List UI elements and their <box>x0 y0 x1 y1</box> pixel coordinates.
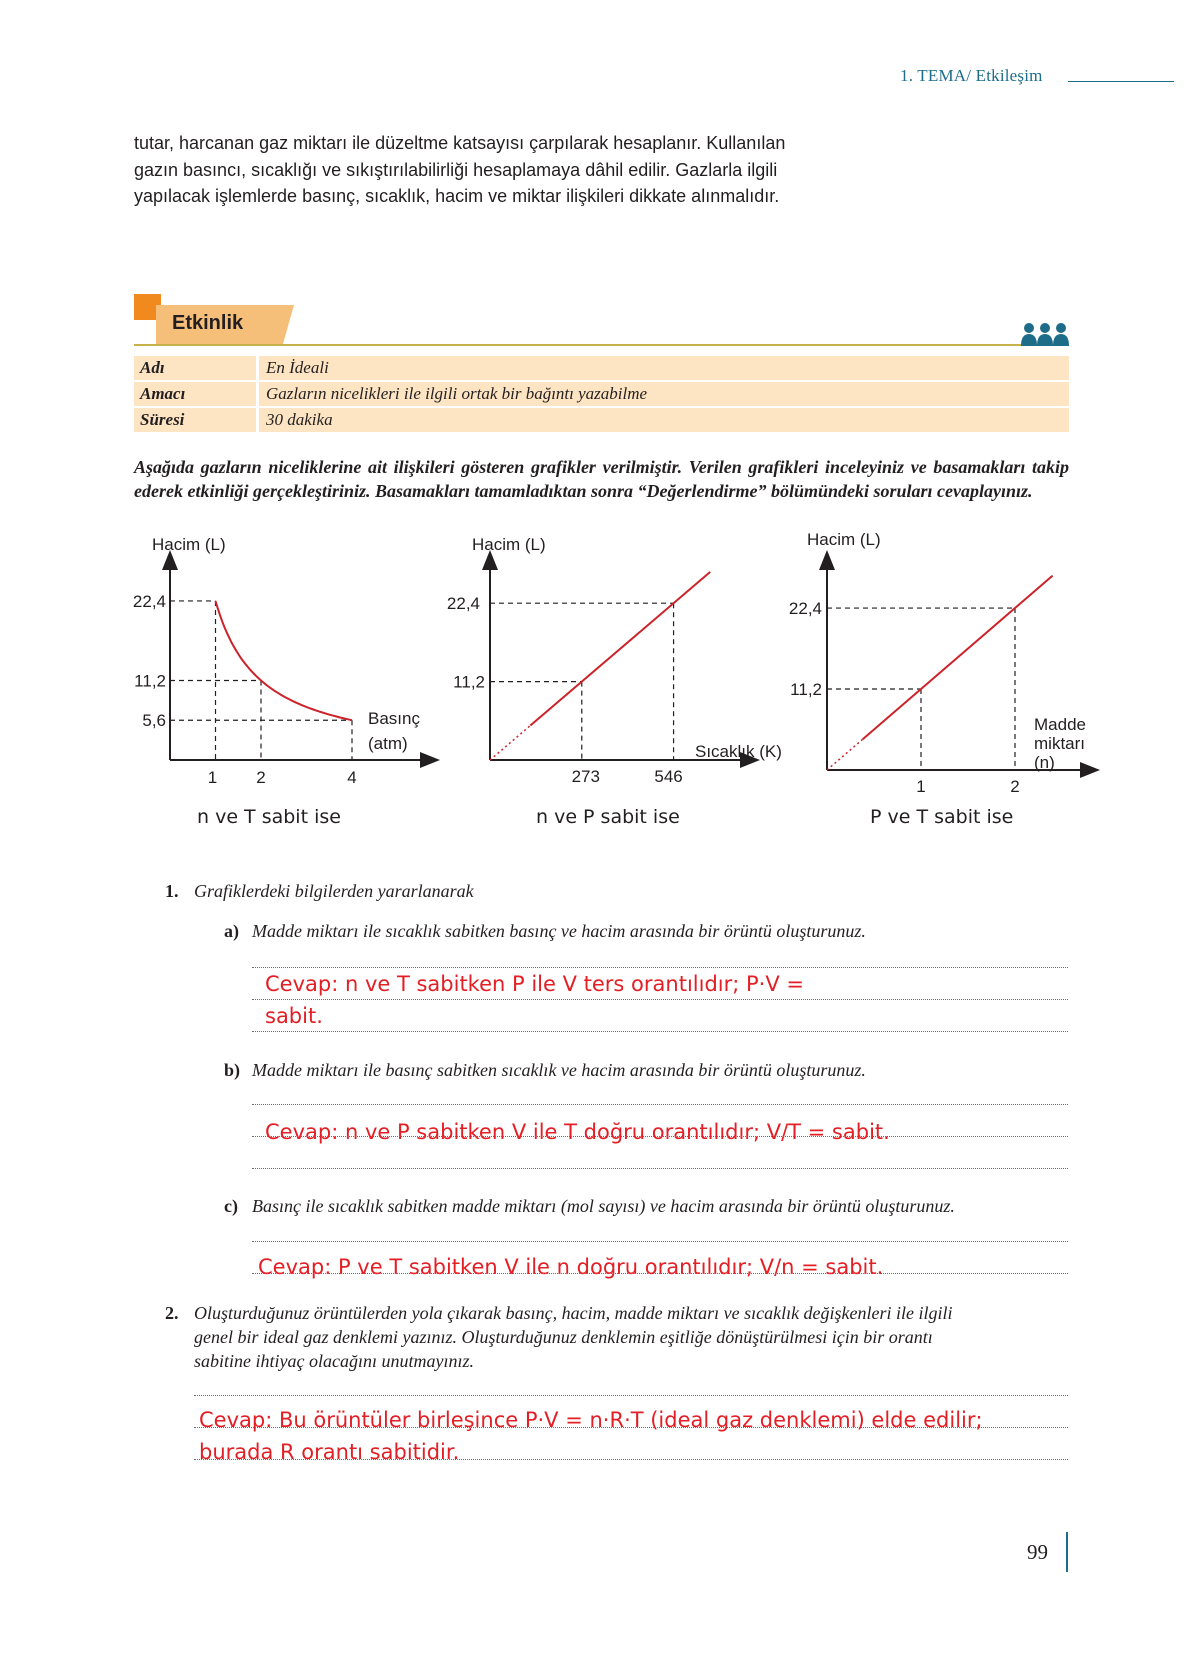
y-axis-label: Hacim (L) <box>472 535 546 554</box>
info-value: Gazların nicelikleri ile ilgili ortak bir bağıntı yazabilme <box>256 382 1069 406</box>
extrapolation-line <box>490 726 530 760</box>
info-row-name <box>134 356 1069 380</box>
chart-caption-2: n ve P sabit ise <box>536 806 680 828</box>
answer-line <box>252 1168 1068 1169</box>
info-value: En İdeali <box>256 356 1069 380</box>
x-tick-label: 2 <box>256 768 266 787</box>
answer-line <box>194 1427 1068 1428</box>
group-people-icon <box>1020 322 1070 346</box>
activity-label: Etkinlik <box>172 312 244 334</box>
question-1b-label: b) <box>224 1060 241 1080</box>
curve-p-v <box>216 601 353 720</box>
chart-temperature-volume <box>440 530 800 790</box>
x-axis-label-line: (n) <box>1034 753 1055 772</box>
y-tick-label: 22,4 <box>446 594 480 614</box>
answer-line <box>194 1395 1068 1396</box>
x-tick-label: 273 <box>571 767 600 786</box>
question-2-line-2: genel bir ideal gaz denklemi yazınız. Oluşturduğunuz denklemin eşitliğe dönüştürülmesi için bir orantı <box>194 1327 933 1347</box>
y-axis-label: Hacim (L) <box>152 535 226 554</box>
question-1c-label: c) <box>224 1196 238 1216</box>
y-axis-label: Hacim (L) <box>807 530 881 549</box>
answer-line <box>252 1273 1068 1274</box>
question-1a-label: a) <box>224 921 239 941</box>
x-axis-label-line: miktarı <box>1034 734 1085 753</box>
info-row-duration <box>134 408 1069 432</box>
question-1b-text: Madde miktarı ile basınç sabitken sıcaklık ve hacim arasında bir örüntü oluşturunuz. <box>252 1060 866 1080</box>
intro-paragraph <box>134 130 894 210</box>
y-tick-label: 11,2 <box>134 671 166 691</box>
x-axis-label-line: Madde <box>1034 715 1086 734</box>
x-tick-label: 4 <box>347 768 357 787</box>
y-tick-label: 11,2 <box>453 672 485 692</box>
y-tick-label: 22,4 <box>132 591 166 611</box>
x-tick-label: 2 <box>1010 777 1020 796</box>
line-t-v <box>530 572 710 726</box>
activity-instructions: Aşağıda gazların niceliklerine ait ilişkileri gösteren grafikler verilmiştir. Verilen grafikleri inceleyiniz ve basamakları takip ederek etkinliği gerçekleştiriniz. Basamakları tamamladıktan sonra “Değerlendirme” bölümündeki soruları cevaplayınız. <box>134 457 1069 501</box>
x-tick-label: 546 <box>654 767 683 786</box>
question-1a-text: Madde miktarı ile sıcaklık sabitken basınç ve hacim arasında bir örüntü oluşturunuz. <box>252 921 866 941</box>
line-n-v <box>863 576 1053 740</box>
x-axis-label: Sıcaklık (K) <box>695 742 782 761</box>
intro-line-3: yapılacak işlemlerde basınç, sıcaklık, hacim ve miktar ilişkileri dikkate alınmalıdır. <box>134 186 780 206</box>
question-1c-text: Basınç ile sıcaklık sabitken madde miktarı (mol sayısı) ve hacim arasında bir örüntü oluşturunuz. <box>252 1196 955 1216</box>
x-tick-label: 1 <box>916 777 926 796</box>
answer-line <box>194 1459 1068 1460</box>
info-key: Süresi <box>140 410 185 429</box>
intro-line-1: tutar, harcanan gaz miktarı ile düzeltme katsayısı çarpılarak hesaplanır. Kullanılan <box>134 133 786 153</box>
x-tick-label: 1 <box>207 768 218 787</box>
x-axis-label: Basınç <box>368 709 420 728</box>
y-tick-label: 11,2 <box>790 680 822 700</box>
chart-caption-3: P ve T sabit ise <box>870 806 1014 828</box>
intro-line-2: gazın basıncı, sıcaklığı ve sıkıştırılabilirliği hesaplamaya dâhil edilir. Gazlarla ilgili <box>134 159 778 180</box>
header-rule <box>1068 81 1174 82</box>
x-axis-unit: (atm) <box>368 734 408 753</box>
info-key: Adı <box>140 358 165 377</box>
answer-line <box>252 1031 1068 1032</box>
answer-1a-line-2: sabit. <box>265 1004 323 1028</box>
info-key: Amacı <box>140 384 186 403</box>
info-row-purpose <box>134 382 1069 406</box>
answer-2-line-1: Cevap: Bu örüntüler birleşince P·V = n·R·T (ideal gaz denklemi) elde edilir; <box>199 1408 983 1432</box>
answer-1c: Cevap: P ve T sabitken V ile n doğru orantılıdır; V/n = sabit. <box>258 1255 884 1279</box>
y-tick-label: 5,6 <box>142 711 166 731</box>
question-2-number: 2. <box>165 1303 179 1323</box>
answer-line <box>252 1241 1068 1242</box>
answer-1b: Cevap: n ve P sabitken V ile T doğru orantılıdır; V/T = sabit. <box>265 1120 890 1144</box>
question-2-line-3: sabitine ihtiyaç olacağını unutmayınız. <box>194 1351 474 1371</box>
y-tick-label: 22,4 <box>788 599 822 619</box>
activity-rule <box>134 344 1069 346</box>
page-number-rule <box>1066 1532 1068 1572</box>
info-value: 30 dakika <box>256 408 1069 432</box>
question-1-text: Grafiklerdeki bilgilerden yararlanarak <box>194 881 474 901</box>
chart-pressure-volume <box>120 530 440 790</box>
page-number: 99 <box>1027 1540 1048 1564</box>
question-1-number: 1. <box>165 881 179 901</box>
chart-caption-1: n ve T sabit ise <box>197 806 341 828</box>
answer-line <box>252 999 1068 1000</box>
answer-1a-line-1: Cevap: n ve T sabitken P ile V ters orantılıdır; P·V = <box>265 972 804 996</box>
chart-amount-volume <box>770 530 1100 800</box>
activity-info-table <box>134 356 1069 434</box>
answer-2-line-2: burada R orantı sabitidir. <box>199 1440 460 1464</box>
extrapolation-line <box>827 739 863 770</box>
header-theme: 1. TEMA/ Etkileşim <box>900 66 1043 85</box>
question-2-line-1: Oluşturduğunuz örüntülerden yola çıkarak basınç, hacim, madde miktarı ve sıcaklık değişkenleri ile ilgili <box>194 1303 953 1323</box>
answer-line <box>252 1104 1068 1105</box>
answer-line <box>252 1136 1068 1137</box>
